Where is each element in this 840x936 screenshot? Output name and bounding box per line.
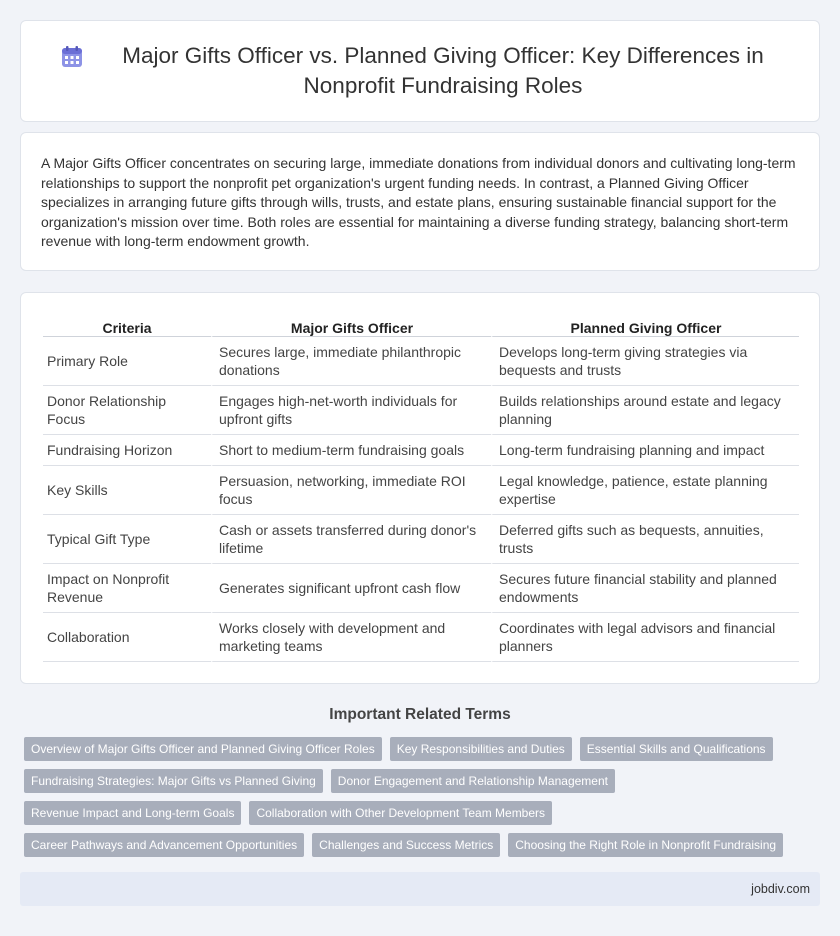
- cell-criteria: Impact on Nonprofit Revenue: [43, 564, 211, 613]
- table-row: [43, 466, 799, 515]
- cell-criteria: Typical Gift Type: [43, 515, 211, 564]
- cell-planned-giving: Legal knowledge, patience, estate planning expertise: [491, 466, 799, 515]
- table-header-row: [43, 309, 799, 337]
- tag-row: [24, 737, 814, 761]
- tag-row: [24, 769, 814, 793]
- cell-planned-giving: Builds relationships around estate and legacy planning: [491, 386, 799, 435]
- related-terms-title: Important Related Terms: [329, 706, 511, 723]
- header-planned-giving-officer: Planned Giving Officer: [491, 309, 799, 337]
- related-term-tag[interactable]: Career Pathways and Advancement Opportunities: [24, 833, 304, 857]
- title-card: [20, 20, 820, 122]
- table-row: [43, 515, 799, 564]
- cell-criteria: Fundraising Horizon: [43, 435, 211, 466]
- intro-card: [20, 132, 820, 271]
- cell-major-gifts: Engages high-net-worth individuals for upfront gifts: [211, 386, 491, 435]
- cell-major-gifts: Persuasion, networking, immediate ROI focus: [211, 466, 491, 515]
- comparison-table-card: [20, 292, 820, 684]
- table-row: [43, 613, 799, 662]
- cell-criteria: Donor Relationship Focus: [43, 386, 211, 435]
- tag-row: [24, 801, 814, 825]
- cell-planned-giving: Long-term fundraising planning and impact: [491, 435, 799, 466]
- cell-criteria: Collaboration: [43, 613, 211, 662]
- cell-major-gifts: Cash or assets transferred during donor's lifetime: [211, 515, 491, 564]
- cell-major-gifts: Short to medium-term fundraising goals: [211, 435, 491, 466]
- related-term-tag[interactable]: Fundraising Strategies: Major Gifts vs Planned Giving: [24, 769, 323, 793]
- header-major-gifts-officer: Major Gifts Officer: [211, 309, 491, 337]
- cell-planned-giving: Secures future financial stability and planned endowments: [491, 564, 799, 613]
- comparison-table: [43, 309, 799, 662]
- cell-criteria: Primary Role: [43, 337, 211, 386]
- cell-major-gifts: Generates significant upfront cash flow: [211, 564, 491, 613]
- intro-paragraph: A Major Gifts Officer concentrates on securing large, immediate donations from individual donors and cultivating long-term relationships to support the nonprofit pet organization's urgent funding needs. In contrast, a Planned Giving Officer specializes in arranging future gifts through wills, trusts, and estate plans, ensuring sustainable financial support for the organization's mission over time. Both roles are essential for maintaining a diverse funding strategy, balancing short-term revenue with long-term endowment growth.: [41, 155, 796, 249]
- related-term-tag[interactable]: Overview of Major Gifts Officer and Planned Giving Officer Roles: [24, 737, 382, 761]
- footer: [20, 872, 820, 906]
- cell-criteria: Key Skills: [43, 466, 211, 515]
- related-term-tag[interactable]: Donor Engagement and Relationship Management: [331, 769, 615, 793]
- table-row: [43, 435, 799, 466]
- related-term-tag[interactable]: Collaboration with Other Development Team Members: [249, 801, 552, 825]
- related-term-tag[interactable]: Revenue Impact and Long-term Goals: [24, 801, 241, 825]
- cell-major-gifts: Works closely with development and marketing teams: [211, 613, 491, 662]
- related-term-tag[interactable]: Choosing the Right Role in Nonprofit Fundraising: [508, 833, 783, 857]
- table-row: [43, 564, 799, 613]
- table-row: [43, 337, 799, 386]
- header-criteria: Criteria: [43, 309, 211, 337]
- page-title: Major Gifts Officer vs. Planned Giving Officer: Key Differences in Nonprofit Fundraising Roles: [122, 43, 764, 98]
- related-term-tag[interactable]: Key Responsibilities and Duties: [390, 737, 572, 761]
- cell-planned-giving: Coordinates with legal advisors and financial planners: [491, 613, 799, 662]
- table-row: [43, 386, 799, 435]
- related-term-tag[interactable]: Essential Skills and Qualifications: [580, 737, 773, 761]
- cell-planned-giving: Deferred gifts such as bequests, annuities, trusts: [491, 515, 799, 564]
- site-link[interactable]: jobdiv.com: [751, 882, 810, 896]
- cell-major-gifts: Secures large, immediate philanthropic donations: [211, 337, 491, 386]
- cell-planned-giving: Develops long-term giving strategies via bequests and trusts: [491, 337, 799, 386]
- related-term-tag[interactable]: Challenges and Success Metrics: [312, 833, 500, 857]
- calendar-icon: [60, 45, 84, 69]
- tag-row: [24, 833, 814, 857]
- related-terms-list: [24, 737, 814, 865]
